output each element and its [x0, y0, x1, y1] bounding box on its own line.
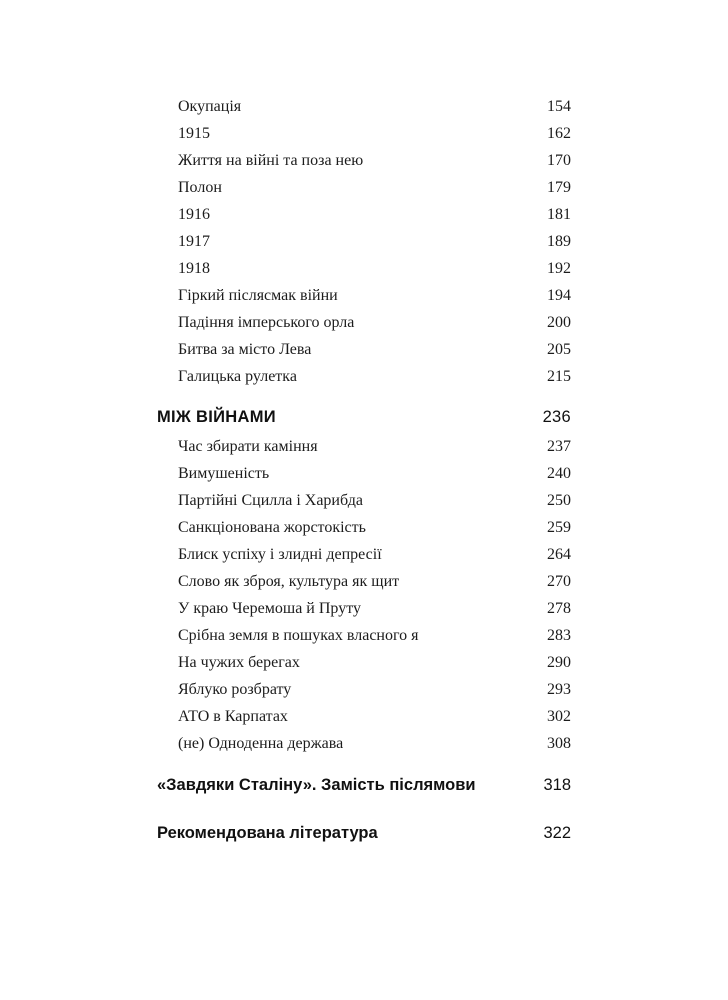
toc-entry-title: Час збирати каміння: [178, 438, 318, 455]
toc-entry-page: 192: [547, 260, 571, 277]
toc-entry-page: 200: [547, 314, 571, 331]
toc-entry-title: Слово як зброя, культура як щит: [178, 573, 400, 590]
toc-entry-title: Вимушеність: [178, 465, 270, 482]
toc-entry: [178, 259, 571, 279]
toc-entry-title: Падіння імперського орла: [178, 314, 355, 331]
toc-entry-page: 154: [547, 98, 571, 115]
toc-entry: [178, 437, 571, 457]
toc-entry-title: На чужих берегах: [178, 654, 300, 671]
toc-entry-page: 215: [547, 368, 571, 385]
section-page: 236: [542, 408, 571, 426]
toc-entry: [178, 97, 571, 117]
toc-entry-page: 259: [547, 519, 571, 536]
toc-entry-title: Санкціонована жорстокість: [178, 519, 366, 536]
section-title: МІЖ ВІЙНАМИ: [157, 408, 276, 426]
toc-entry: [178, 313, 571, 333]
toc-entry-page: 162: [547, 125, 571, 142]
toc-entry-page: 278: [547, 600, 571, 617]
toc-entry-title: Життя на війні та поза нею: [178, 152, 364, 169]
toc-entry: [178, 599, 571, 619]
toc-entry-title: Срібна земля в пошуках власного я: [178, 627, 419, 644]
toc-entry: [178, 464, 571, 484]
toc-entry-title: (не) Одноденна держава: [178, 735, 344, 752]
toc-entry-title: 1915: [178, 125, 210, 142]
toc-entry-title: Битва за місто Лева: [178, 341, 312, 358]
toc-entry-title: 1917: [178, 233, 210, 250]
toc-entry: [178, 626, 571, 646]
toc-entry: [178, 286, 571, 306]
toc-entry: [178, 340, 571, 360]
toc-entry: [178, 545, 571, 565]
afterword-title: «Завдяки Сталіну». Замість післямови: [157, 776, 476, 794]
toc-entry-title: Гіркий післясмак війни: [178, 287, 338, 304]
toc-entry: [178, 707, 571, 727]
toc-entry: [178, 367, 571, 387]
toc-entry: [178, 178, 571, 198]
toc-entry-page: 240: [547, 465, 571, 482]
toc-entry-page: 237: [547, 438, 571, 455]
toc-entry-page: 308: [547, 735, 571, 752]
toc-entry: [178, 124, 571, 144]
toc-entry: [178, 680, 571, 700]
toc-entry-title: У краю Черемоша й Пруту: [178, 600, 361, 617]
literature-page: 322: [543, 824, 571, 842]
literature-title: Рекомендована література: [157, 824, 378, 842]
toc-entry-title: 1916: [178, 206, 210, 223]
toc-entry: [178, 653, 571, 673]
toc-entry-page: 270: [547, 573, 571, 590]
toc-entry: [178, 232, 571, 252]
toc-entry-title: АТО в Карпатах: [178, 708, 288, 725]
toc-entry-title: Окупація: [178, 98, 242, 115]
toc-entry-page: 181: [547, 206, 571, 223]
toc-entry: [178, 734, 571, 754]
toc-entry-page: 250: [547, 492, 571, 509]
toc-entry-title: Полон: [178, 179, 222, 196]
toc-section-heading: [157, 407, 571, 427]
toc-entry-title: Галицька рулетка: [178, 368, 297, 385]
toc-entry-page: 189: [547, 233, 571, 250]
toc-entry-page: 179: [547, 179, 571, 196]
afterword-page: 318: [543, 776, 571, 794]
toc-afterword: [157, 775, 571, 795]
toc-entry-page: 290: [547, 654, 571, 671]
toc-entry-page: 205: [547, 341, 571, 358]
toc-entry: [178, 518, 571, 538]
toc-entry-page: 170: [547, 152, 571, 169]
toc-entry-title: Партійні Сцилла і Харибда: [178, 492, 363, 509]
toc-entry-title: Яблуко розбрату: [178, 681, 292, 698]
toc-entry-page: 283: [547, 627, 571, 644]
toc-entry-page: 264: [547, 546, 571, 563]
toc-entry-title: Блиск успіху і злидні депресії: [178, 546, 382, 563]
toc-entry: [178, 151, 571, 171]
toc-entry-title: 1918: [178, 260, 210, 277]
toc-entry-page: 194: [547, 287, 571, 304]
toc-entry-page: 293: [547, 681, 571, 698]
toc-entry: [178, 491, 571, 511]
toc-literature: [157, 823, 571, 843]
toc-entry: [178, 572, 571, 592]
toc-entry-page: 302: [547, 708, 571, 725]
toc-entry: [178, 205, 571, 225]
